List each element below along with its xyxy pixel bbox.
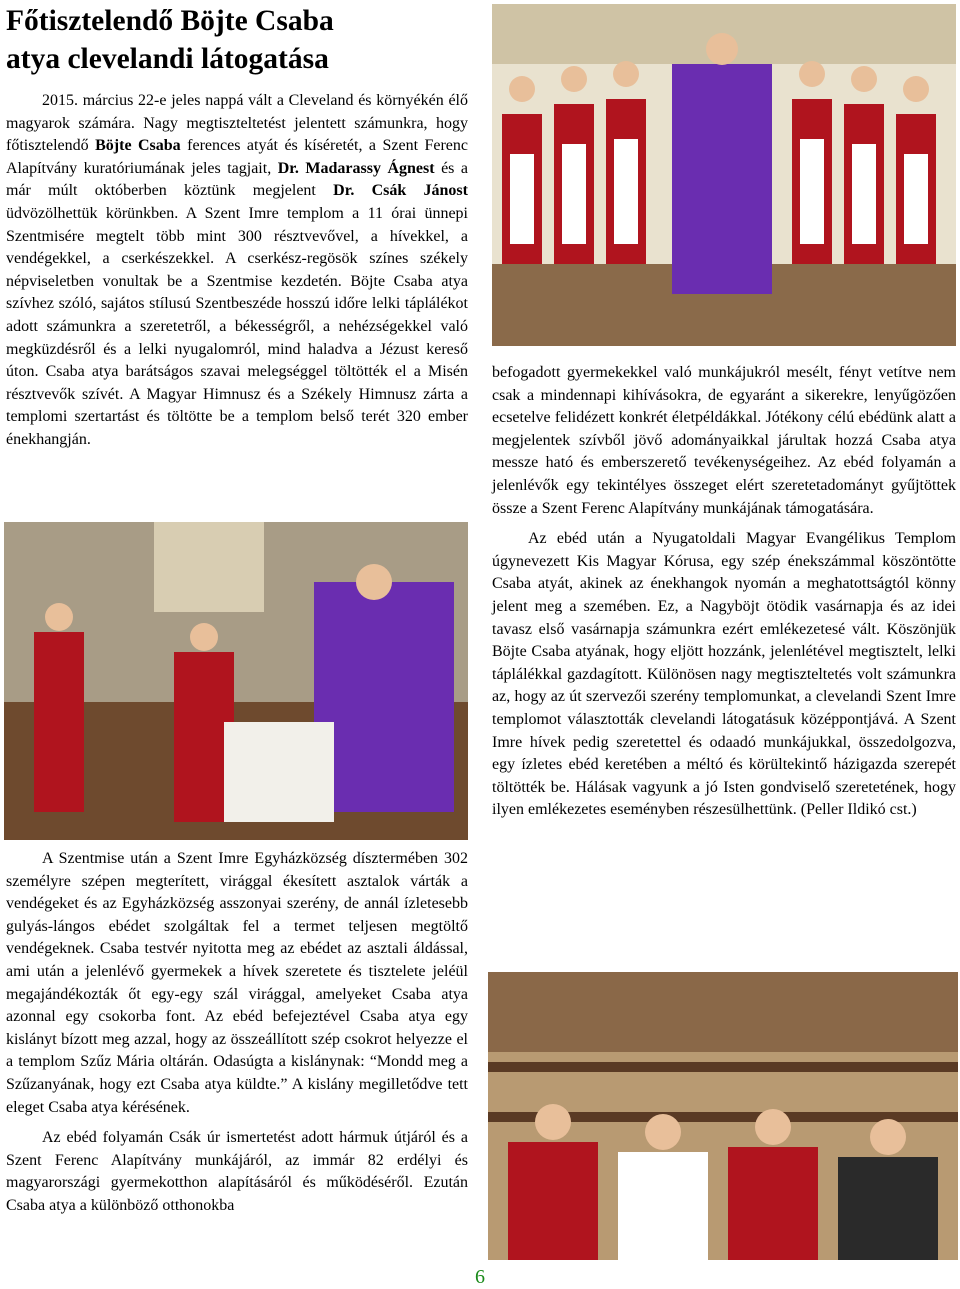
congregation-photo — [488, 972, 958, 1260]
column-right — [492, 362, 956, 822]
paragraph-4: befogadott gyermekekkel való munkájukról mesélt, fényt vetítve nem csak a mindennapi kihívásokra, de egyaránt a sikerekre, lenyűgözően ecsetelve felidézett konkrét életpéldákkal. Jótékony célú ebédünk alatt a megjelentek szívből jövő adományaikkal járultak hozzá Csaba atya messze ható és emberszerető tevékenységeihez. Az ebéd folyamán a jelenlévők egy tekintélyes összeget elért szeretetadományt gyűjtöttek össze a Szent Ferenc Alapítvány munkájának támogatására. — [492, 364, 956, 517]
group-photo — [492, 4, 956, 346]
column-left-top — [6, 90, 468, 452]
column-left-bottom — [6, 848, 468, 1218]
page-number: 6 — [475, 1266, 485, 1288]
title-line-2: atya clevelandi látogatása — [6, 43, 329, 75]
name-csak-janos: Dr. Csák Jánost — [333, 182, 468, 200]
paragraph-2: A Szentmise után a Szent Imre Egyházközség dísztermében 302 személyre szépen megterített, virággal ékesített asztalok várták a vendégeket és az Egyházközség asszonyai szerény, de annál ízletesebb gulyás-lángos ebédet szolgáltak fel a termet teljesen megtöltő vendégeknek. Csaba testvér nyitotta meg az ebédet az asztali áldással, ami után a jelenlévő gyermekek a hívek szeretete és tisztelete jeléül megajándékozták őt egy-egy szál virággal, amelyeket Csaba atya azonnal egy csokorba font. Az ebéd befejeztével Csaba atya egy kislányt bízott meg azzal, hogy az összeállított szép csokrot helyezze el a templom Szűz Mária oltárán. Odasúgta a kislánynak: “Mondd meg a Szűzanyának, hogy ezt Csaba atya küldte.” A kislány megilletődve tett eleget Csaba atya kérésének. — [6, 850, 468, 1116]
paragraph-3: Az ebéd folyamán Csák úr ismertetést adott hármuk útjáról és a Szent Ferenc Alapítvány munkájáról, az immár 82 erdélyi és magyarországi gyermekotthon alapításáról és működéséről. Ezután Csaba atya a különböző otthonokba — [6, 1129, 468, 1214]
text-run: üdvözölhettük körünkben. A Szent Imre templom a 11 órai ünnepi Szentmisére megtelt több mint 300 résztvevővel, a hívekkel, a vendégekkel, a cserkészekkel. A cserkész-regösök színes székely népviseletben vonultak be a Szentmise kezdetén. Böjte Csaba atya szívhez szóló, sajátos stílusú Szentbeszéde hosszú időre lelki táplálékot adott számunkra a szeretetről, a békességről, a nehézségekkel való megküzdésről és a lelki nyugalomról, mind haladva a Jézust kereső úton. Csaba atya barátságos szavai melegséggel töltötték el a Misén résztvevők szívét. A Magyar Himnusz és a Székely Himnusz zárta a templomi szertartást és töltötte be a templom belső terét 320 ember énekhangján. — [6, 204, 468, 448]
title-line-1: Főtisztelendő Böjte Csaba — [6, 5, 334, 37]
text-run: ferences atyát és kíséretét, a Szent Ferenc Alapítvány kuratóriumának jeles tagjait, — [6, 137, 469, 177]
paragraph-5: Az ebéd után a Nyugatoldali Magyar Evangélikus Templom úgynevezett Kis Magyar Kórusa, egy szép énekszámmal köszöntötte Csaba atyát, akinek az énekhangok nyomán a meghatottságtól könny jelent meg a szemében. Ez, a Nagyböjt ötödik vasárnapja és az idei tavasz első vasárnapja számunkra ezért emlékezetesé vált. Köszönjük Böjte Csaba atyának, hogy eljött hozzánk, jelenlétével megtisztelt, lelki táplálékkal gazdagított. Különösen nagy megtiszteltetés volt számunkra az, hogy az út szervezői szerény templomunkat, a clevelandi Szent Imre templomot választották clevelandi látogatásuk középpontjává. A Szent Imre hívek pedig szeretettel és odaadó munkájukkal, összedolgozva, egy ízletes ebéd keretében a méltó és körültekintő házigazda szerepét töltötték be. Hálásak vagyunk a jó Isten gondviselő szeretetének, hogy ilyen emlékezetes eseményben részesülhettünk. (Peller Ildikó cst.) — [492, 530, 956, 819]
name-madarassy-agnes: Dr. Madarassy Ágnest — [277, 159, 435, 177]
text-run: és a már múlt októberben köztünk megjelent — [6, 159, 468, 200]
paragraph-1 — [6, 90, 468, 452]
text-run: 2015. március 22-e jeles nappá vált a Cleveland és környékén élő magyarok számára. Nagy megtiszteltetést jelentett számunkra, hogy főtisztelendő — [6, 92, 468, 155]
article-title — [6, 2, 476, 78]
church-ceremony-photo — [4, 522, 468, 840]
name-bojte-csaba: Böjte Csaba — [95, 137, 181, 155]
